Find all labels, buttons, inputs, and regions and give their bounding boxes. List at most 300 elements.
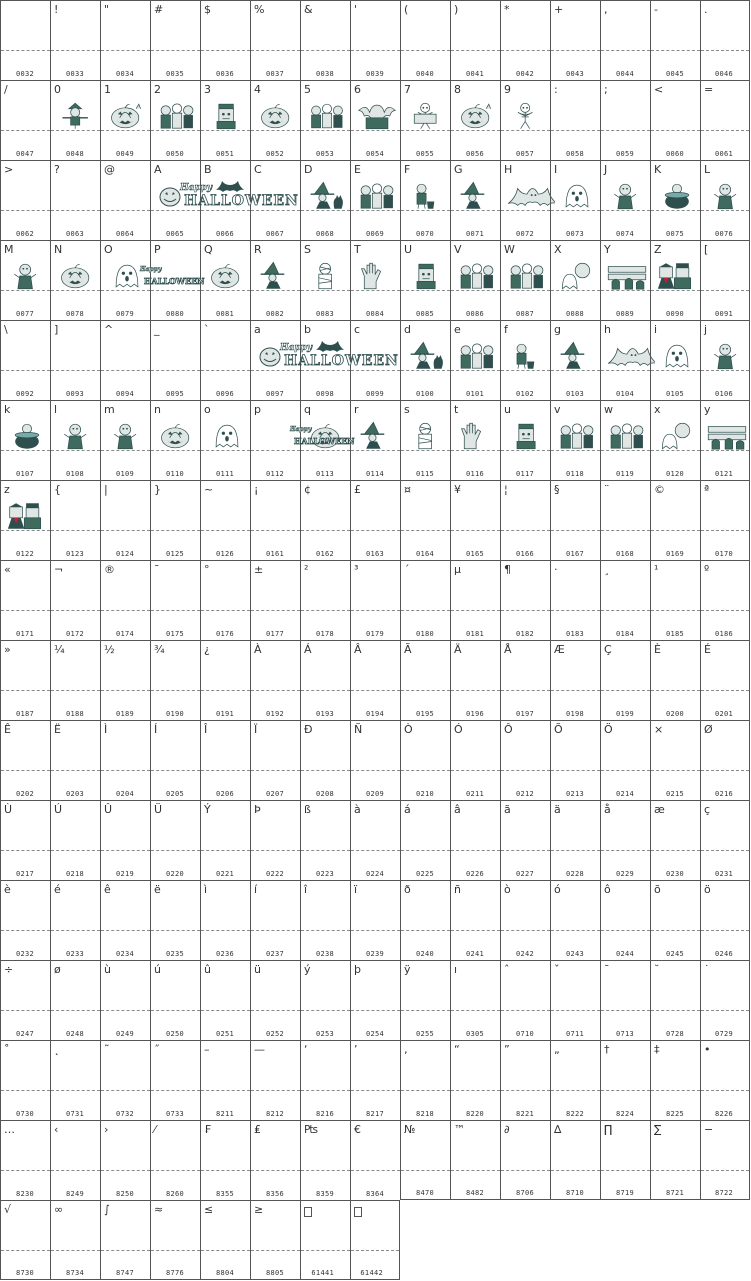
glyph-char: » xyxy=(4,643,11,656)
glyph-cell xyxy=(700,80,750,160)
glyph-cell xyxy=(600,560,650,640)
char-code: 0251 xyxy=(215,1030,234,1038)
monster-group-icon xyxy=(149,101,205,131)
char-code: 0033 xyxy=(65,70,84,78)
baseline-divider xyxy=(251,930,300,931)
baseline-divider xyxy=(201,530,250,531)
glyph-char: # xyxy=(154,3,164,16)
glyph-cell xyxy=(400,560,450,640)
char-code: 8220 xyxy=(465,1110,484,1118)
banner-halloween-text: HALLOWEEN xyxy=(144,276,205,286)
baseline-divider xyxy=(601,770,650,771)
glyph-cell xyxy=(300,0,350,80)
glyph-cell xyxy=(50,560,100,640)
char-code: 0096 xyxy=(215,390,234,398)
glyph-cell xyxy=(700,560,750,640)
glyph-cell xyxy=(100,480,150,560)
char-code: 0105 xyxy=(665,390,684,398)
pumpkin-icon xyxy=(157,421,197,451)
glyph-char: W xyxy=(504,243,515,256)
baseline-divider xyxy=(201,690,250,691)
glyph-cell xyxy=(250,80,300,160)
glyph-cell xyxy=(550,80,600,160)
char-code: 0067 xyxy=(265,230,284,238)
glyph-cell xyxy=(600,800,650,880)
glyph-char: Á xyxy=(304,643,312,656)
glyph-cell xyxy=(400,480,450,560)
char-code: 0233 xyxy=(65,950,84,958)
char-code: 0205 xyxy=(165,790,184,798)
char-code: 8804 xyxy=(215,1269,234,1277)
glyph-char: Ó xyxy=(454,723,463,736)
glyph-char: − xyxy=(704,1123,714,1136)
char-code: 0121 xyxy=(714,470,733,478)
pumpkin-icon xyxy=(257,101,297,131)
glyph-char: l xyxy=(54,403,58,416)
char-code: 0037 xyxy=(265,70,284,78)
glyph-char: A xyxy=(154,163,162,176)
glyph-cell xyxy=(100,400,150,480)
glyph-char: Ô xyxy=(504,723,513,736)
char-code: 8222 xyxy=(565,1110,584,1118)
glyph-char: £ xyxy=(354,483,361,496)
baseline-divider xyxy=(601,930,650,931)
baseline-divider xyxy=(451,1170,500,1171)
ghost-icon xyxy=(207,421,247,451)
glyph-char: = xyxy=(704,83,714,96)
char-code: 0102 xyxy=(515,390,534,398)
glyph-cell xyxy=(250,1200,300,1280)
glyph-char: Ä xyxy=(454,643,462,656)
glyph-cell xyxy=(50,720,100,800)
glyph-cell xyxy=(700,240,750,320)
char-code: 0231 xyxy=(714,870,733,878)
char-code: 8706 xyxy=(515,1189,534,1197)
glyph-cell xyxy=(0,880,50,960)
char-code: 8470 xyxy=(415,1189,434,1197)
frankenstein-icon xyxy=(407,261,447,291)
glyph-cell xyxy=(300,160,350,240)
glyph-cell xyxy=(650,560,700,640)
glyph-cell xyxy=(200,480,250,560)
glyph-cell xyxy=(50,480,100,560)
baseline-divider xyxy=(551,1090,600,1091)
glyph-cell xyxy=(450,400,500,480)
char-code: 0054 xyxy=(365,150,384,158)
glyph-char: ö xyxy=(704,883,711,896)
char-code: 0172 xyxy=(65,630,84,638)
char-code: 0124 xyxy=(115,550,134,558)
glyph-char: ™ xyxy=(454,1123,465,1136)
baseline-divider xyxy=(201,850,250,851)
glyph-cell xyxy=(700,720,750,800)
glyph-cell xyxy=(150,960,200,1040)
char-code: 0049 xyxy=(115,150,134,158)
char-code: 0210 xyxy=(415,790,434,798)
glyph-cell xyxy=(450,640,500,720)
kid-costume-icon xyxy=(707,181,747,211)
glyph-cell xyxy=(200,640,250,720)
char-code: 0241 xyxy=(465,950,484,958)
glyph-cell xyxy=(100,1200,150,1280)
char-code: 0167 xyxy=(565,550,584,558)
glyph-cell xyxy=(650,800,700,880)
glyph-char: º xyxy=(704,563,710,576)
glyph-char: r xyxy=(354,403,359,416)
glyph-cell xyxy=(650,320,700,400)
glyph-char: © xyxy=(654,483,665,496)
char-code: 0041 xyxy=(465,70,484,78)
char-code: 0254 xyxy=(365,1030,384,1038)
witch-cat-icon xyxy=(407,341,447,371)
glyph-cell xyxy=(450,720,500,800)
baseline-divider xyxy=(551,530,600,531)
glyph-cell xyxy=(300,960,350,1040)
char-code: 0036 xyxy=(215,70,234,78)
char-code: 0116 xyxy=(465,470,484,478)
char-code: 0728 xyxy=(665,1030,684,1038)
glyph-cell xyxy=(400,640,450,720)
happy-halloween-banner xyxy=(158,180,299,212)
char-code: 0125 xyxy=(165,550,184,558)
glyph-cell xyxy=(550,160,600,240)
pumpkin-icon xyxy=(57,261,97,291)
glyph-char: $ xyxy=(204,3,211,16)
char-code: 8730 xyxy=(15,1269,34,1277)
skeleton-icon xyxy=(507,101,547,131)
glyph-cell xyxy=(450,880,500,960)
baseline-divider xyxy=(651,1010,700,1011)
baseline-divider xyxy=(301,1090,350,1091)
glyph-cell xyxy=(350,160,400,240)
glyph-cell xyxy=(0,480,50,560)
char-code: 0100 xyxy=(415,390,434,398)
glyph-char: √ xyxy=(4,1203,12,1216)
char-code: 0163 xyxy=(365,550,384,558)
dracula-frank-icon xyxy=(7,501,47,531)
glyph-cell xyxy=(250,0,300,80)
baseline-divider xyxy=(651,1090,700,1091)
glyph-char: â xyxy=(454,803,461,816)
baseline-divider xyxy=(501,610,550,611)
glyph-char: e xyxy=(454,323,461,336)
char-code: 0227 xyxy=(515,870,534,878)
glyph-cell xyxy=(200,800,250,880)
char-code: 0188 xyxy=(65,710,84,718)
glyph-cell xyxy=(700,400,750,480)
glyph-cell xyxy=(300,720,350,800)
baseline-divider xyxy=(701,1010,749,1011)
char-code: 0097 xyxy=(265,390,284,398)
glyph-cell xyxy=(600,320,650,400)
glyph-char: \ xyxy=(4,323,8,336)
glyph-char: ß xyxy=(304,803,311,816)
monster-icon xyxy=(607,181,647,211)
baseline-divider xyxy=(301,1010,350,1011)
char-code: 0229 xyxy=(615,870,634,878)
baseline-divider xyxy=(351,50,400,51)
glyph-cell xyxy=(650,80,700,160)
baseline-divider xyxy=(451,1090,500,1091)
char-code: 0045 xyxy=(665,70,684,78)
baseline-divider xyxy=(51,1250,100,1251)
baseline-divider xyxy=(651,770,700,771)
glyph-char: Â xyxy=(354,643,362,656)
baseline-divider xyxy=(1,690,50,691)
glyph-char: n xyxy=(154,403,161,416)
baseline-divider xyxy=(51,690,100,691)
glyph-char: @ xyxy=(104,163,115,176)
glyph-char: á xyxy=(404,803,411,816)
baseline-divider xyxy=(101,930,150,931)
glyph-cell xyxy=(300,240,350,320)
glyph-char: Í xyxy=(154,723,158,736)
baseline-divider xyxy=(201,1010,250,1011)
glyph-cell xyxy=(300,800,350,880)
glyph-cell xyxy=(550,400,600,480)
glyph-cell xyxy=(250,960,300,1040)
glyph-char: ³ xyxy=(354,563,359,576)
char-code: 0230 xyxy=(665,870,684,878)
glyph-cell xyxy=(500,640,550,720)
baseline-divider xyxy=(501,770,550,771)
char-code: 0212 xyxy=(515,790,534,798)
witch-icon xyxy=(557,341,597,371)
glyph-char: G xyxy=(454,163,463,176)
glyph-char: Ø xyxy=(704,723,713,736)
char-code: 0165 xyxy=(465,550,484,558)
glyph-cell xyxy=(450,80,500,160)
glyph-cell xyxy=(250,560,300,640)
glyph-char: ¼ xyxy=(54,643,65,656)
baseline-divider xyxy=(151,690,200,691)
glyph-char: ˛ xyxy=(54,1043,60,1056)
char-code: 0095 xyxy=(165,390,184,398)
banner-happy-text: Happy xyxy=(180,183,213,193)
glyph-cell xyxy=(350,80,400,160)
bat-icon xyxy=(599,341,655,371)
glyph-char: Ê xyxy=(4,723,11,736)
char-code: 0174 xyxy=(115,630,134,638)
glyph-char: ‡ xyxy=(654,1043,660,1056)
glyph-char: } xyxy=(154,483,161,496)
char-code: 0077 xyxy=(15,310,34,318)
baseline-divider xyxy=(351,850,400,851)
glyph-char: ₧ xyxy=(304,1123,318,1136)
baseline-divider xyxy=(201,1170,250,1171)
glyph-char: · xyxy=(554,563,558,576)
char-code: 0190 xyxy=(165,710,184,718)
glyph-cell xyxy=(150,480,200,560)
baseline-divider xyxy=(301,1250,350,1251)
char-code: 0169 xyxy=(665,550,684,558)
witch-icon xyxy=(357,421,397,451)
glyph-char: “ xyxy=(454,1043,460,1056)
glyph-char: ! xyxy=(54,3,59,16)
glyph-cell xyxy=(250,1120,300,1200)
baseline-divider xyxy=(701,930,749,931)
char-code: 0047 xyxy=(15,150,34,158)
char-code: 8221 xyxy=(515,1110,534,1118)
char-code: 0729 xyxy=(714,1030,733,1038)
glyph-char: ù xyxy=(104,963,111,976)
char-code: 0219 xyxy=(115,870,134,878)
baseline-divider xyxy=(251,1170,300,1171)
baseline-divider xyxy=(1,610,50,611)
glyph-cell xyxy=(0,240,50,320)
glyph-cell xyxy=(650,1120,700,1200)
baseline-divider xyxy=(401,850,450,851)
glyph-char: ã xyxy=(504,803,511,816)
glyph-char: Ã xyxy=(404,643,412,656)
baseline-divider xyxy=(301,690,350,691)
char-code: 8776 xyxy=(165,1269,184,1277)
glyph-char: ] xyxy=(54,323,59,336)
char-code: 8217 xyxy=(365,1110,384,1118)
char-code: 0039 xyxy=(365,70,384,78)
baseline-divider xyxy=(51,1170,100,1171)
glyph-cell xyxy=(600,160,650,240)
glyph-char: û xyxy=(204,963,211,976)
glyph-cell xyxy=(600,1040,650,1120)
ghost-moon-icon xyxy=(557,261,597,291)
glyph-char: 6 xyxy=(354,83,361,96)
baseline-divider xyxy=(151,530,200,531)
baseline-divider xyxy=(51,530,100,531)
glyph-char: j xyxy=(704,323,708,336)
char-code: 0078 xyxy=(65,310,84,318)
char-code: 0224 xyxy=(365,870,384,878)
char-code: 0236 xyxy=(215,950,234,958)
vampire-icon xyxy=(307,101,347,131)
glyph-char: ë xyxy=(154,883,161,896)
char-code: 0193 xyxy=(315,710,334,718)
glyph-cell xyxy=(400,80,450,160)
hands-icon xyxy=(357,261,397,291)
baseline-divider xyxy=(601,1010,650,1011)
baseline-divider xyxy=(1,1170,50,1171)
char-code: 0065 xyxy=(165,230,184,238)
char-code: 0248 xyxy=(65,1030,84,1038)
mummy-icon xyxy=(307,261,347,291)
baseline-divider xyxy=(651,930,700,931)
glyph-cell xyxy=(50,1120,100,1200)
happy-halloween-banner xyxy=(258,340,399,372)
glyph-char: Q xyxy=(204,243,213,256)
glyph-cell xyxy=(50,800,100,880)
char-code: 0062 xyxy=(15,230,34,238)
baseline-divider xyxy=(601,530,650,531)
char-code: 0118 xyxy=(565,470,584,478)
glyph-cell xyxy=(350,1040,400,1120)
baseline-divider xyxy=(401,930,450,931)
char-code: 0196 xyxy=(465,710,484,718)
baseline-divider xyxy=(1,930,50,931)
glyph-cell xyxy=(100,160,150,240)
char-code: 0255 xyxy=(415,1030,434,1038)
glyph-char: m xyxy=(104,403,115,416)
glyph-cell xyxy=(700,1120,750,1200)
glyph-char: ¦ xyxy=(504,483,508,496)
char-code: 0040 xyxy=(415,70,434,78)
char-code: 0080 xyxy=(165,310,184,318)
monster-group-icon xyxy=(449,261,505,291)
char-code: 8355 xyxy=(215,1190,234,1198)
glyph-cell xyxy=(650,400,700,480)
baseline-divider xyxy=(651,610,700,611)
glyph-cell xyxy=(100,80,150,160)
char-code: 0094 xyxy=(115,390,134,398)
baseline-divider xyxy=(351,530,400,531)
char-code: 61442 xyxy=(360,1269,383,1277)
char-code: 0175 xyxy=(165,630,184,638)
baseline-divider xyxy=(51,210,100,211)
char-code: 0228 xyxy=(565,870,584,878)
glyph-cell xyxy=(50,880,100,960)
glyph-char: a xyxy=(254,323,261,336)
char-code: 8216 xyxy=(315,1110,334,1118)
char-code: 8747 xyxy=(115,1269,134,1277)
glyph-char: q xyxy=(304,403,311,416)
glyph-char: ÷ xyxy=(4,963,14,976)
char-code: 0126 xyxy=(215,550,234,558)
char-code: 0710 xyxy=(515,1030,534,1038)
witch-icon xyxy=(257,261,297,291)
glyph-cell xyxy=(700,0,750,80)
glyph-cell xyxy=(250,1040,300,1120)
monster-group-icon xyxy=(349,181,405,211)
glyph-cell xyxy=(500,400,550,480)
baseline-divider xyxy=(551,850,600,851)
glyph-cell xyxy=(650,240,700,320)
banner-halloween-text: HALLOWEEN xyxy=(184,193,299,209)
monster-group-icon xyxy=(599,421,655,451)
glyph-char: « xyxy=(4,563,11,576)
baseline-divider xyxy=(151,850,200,851)
baseline-divider xyxy=(401,530,450,531)
glyph-cell xyxy=(100,320,150,400)
cauldron-icon xyxy=(657,181,697,211)
baseline-divider xyxy=(201,1250,250,1251)
glyph-char: É xyxy=(704,643,711,656)
zombie-bucket-icon xyxy=(507,341,547,371)
baseline-divider xyxy=(701,1090,749,1091)
glyph-cell xyxy=(450,160,500,240)
char-code: 8359 xyxy=(315,1190,334,1198)
baseline-divider xyxy=(451,770,500,771)
baseline-divider xyxy=(1,1250,50,1251)
glyph-cell xyxy=(150,400,200,480)
glyph-char: µ xyxy=(454,563,461,576)
baseline-divider xyxy=(351,690,400,691)
char-code: 0110 xyxy=(165,470,184,478)
glyph-char: é xyxy=(54,883,61,896)
glyph-cell xyxy=(600,80,650,160)
baseline-divider xyxy=(201,370,250,371)
char-code: 0240 xyxy=(415,950,434,958)
glyph-char: * xyxy=(504,3,510,16)
char-code: 0120 xyxy=(665,470,684,478)
glyph-cell xyxy=(550,640,600,720)
baseline-divider xyxy=(201,610,250,611)
char-code: 0063 xyxy=(65,230,84,238)
glyph-cell xyxy=(200,400,250,480)
glyph-cell xyxy=(700,880,750,960)
glyph-char: z xyxy=(4,483,10,496)
char-code: 0253 xyxy=(315,1030,334,1038)
glyph-cell xyxy=(350,560,400,640)
glyph-char: ≤ xyxy=(204,1203,214,1216)
